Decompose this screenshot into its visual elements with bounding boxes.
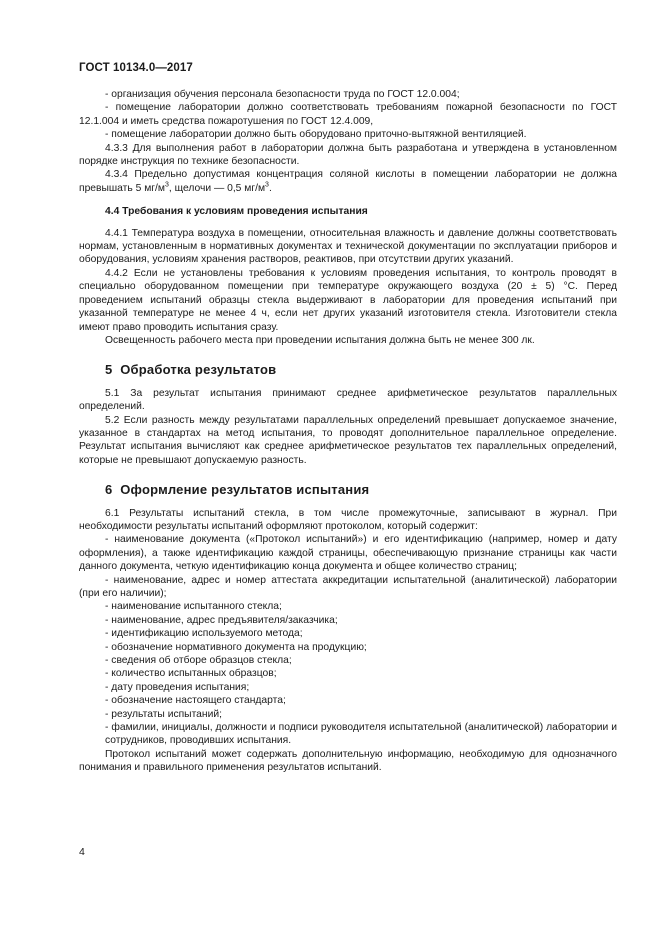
list-item: - помещение лаборатории должно соответствовать требованиям пожарной безопасности по ГОСТ 12.1.004 и иметь средства пожаротушения по ГОСТ 12.4.009, bbox=[79, 102, 617, 127]
paragraph-lighting: Освещенность рабочего места при проведении испытания должна быть не менее 300 лк. bbox=[105, 334, 535, 346]
subsection-heading-4-4: 4.4 Требования к условиям проведения испытания bbox=[105, 206, 368, 218]
paragraph-4-4-2: 4.4.2 Если не установлены требования к условиям проведения испытания, то контроль проводят в специально оборудованном помещении при температуре окружающего воздуха (20 ± 5) °С. Перед проведением испытаний образцы стекла выдерживают в лаборатории для проведения испытаний при указанной температуре не менее 4 ч, если нет других указаний изготовителя стекла. Изготовители стекла имеют право проводить испытания сразу. bbox=[79, 267, 617, 333]
list-item: - дату проведения испытания; bbox=[105, 681, 250, 693]
paragraph-protocol: Протокол испытаний может содержать дополнительную информацию, необходимую для однозначного понимания и правильного применения результатов испытаний. bbox=[79, 748, 617, 774]
paragraph-6-1: 6.1 Результаты испытаний стекла, в том числе промежуточные, записывают в журнал. При необходимости результаты испытаний оформляют протоколом, который содержит: bbox=[79, 507, 617, 532]
list-item: - обозначение настоящего стандарта; bbox=[105, 695, 286, 707]
section-heading-6: 6 Оформление результатов испытания bbox=[105, 482, 370, 498]
list-item: - наименование документа («Протокол испытаний») и его идентификацию (например, номер и дату оформления), а также идентификацию каждой страницы, обеспечивающую признание страницы как части данного документа, четкую идентификацию конца документа и общее количество страниц; bbox=[79, 534, 617, 573]
list-item: - сведения об отборе образцов стекла; bbox=[105, 655, 292, 667]
paragraph-4-3-3: 4.3.3 Для выполнения работ в лаборатории должна быть разработана и утверждена в установленном порядке инструкция по технике безопасности. bbox=[79, 142, 617, 168]
list-item: - организация обучения персонала безопасности труда по ГОСТ 12.0.004; bbox=[105, 89, 460, 100]
list-item: - идентификацию используемого метода; bbox=[105, 628, 303, 640]
paragraph-5-2: 5.2 Если разность между результатами параллельных определений превышает допускаемое значение, указанное в стандартах на метод испытания, то проводят дополнительное параллельное определение. Результат испытания вычисляют как среднее арифметическое результатов тех параллельных определений, которые не превышают допускаемую разность. bbox=[79, 414, 617, 466]
list-item: - обозначение нормативного документа на продукцию; bbox=[105, 641, 367, 653]
list-item: - наименование, адрес и номер аттестата аккредитации испытательной (аналитической) лаборатории (при его наличии); bbox=[79, 574, 617, 599]
list-item: - наименование, адрес предъявителя/заказчика; bbox=[105, 614, 338, 626]
paragraph-5-1: 5.1 За результат испытания принимают среднее арифметическое результатов параллельных определений. bbox=[79, 387, 617, 413]
list-item: - фамилии, инициалы, должности и подписи руководителя испытательной (аналитической) лаборатории и сотрудников, проводивших испытания. bbox=[105, 722, 617, 747]
page-number: 4 bbox=[79, 846, 85, 858]
document-header: ГОСТ 10134.0—2017 bbox=[79, 62, 193, 74]
list-item: - помещение лаборатории должно быть оборудовано приточно-вытяжной вентиляцией. bbox=[105, 129, 527, 141]
list-item: - результаты испытаний; bbox=[105, 708, 222, 720]
section-heading-5: 5 Обработка результатов bbox=[105, 362, 277, 378]
list-item: - количество испытанных образцов; bbox=[105, 668, 277, 680]
paragraph-4-3-4: 4.3.4 Предельно допустимая концентрация соляной кислоты в помещении лаборатории не должна превышать 5 $мг/м^3$, щелочи — 0,5 $мг/м^3$. bbox=[79, 169, 617, 194]
paragraph-4-4-1: 4.4.1 Температура воздуха в помещении, относительная влажность и давление должны соответствовать нормам, установленным в нормативных документах и технической документации по эксплуатации приборов и оборудования, условиям хранения растворов, реактивов, при отсутствии других указаний. bbox=[79, 227, 617, 266]
page-body bbox=[79, 88, 617, 775]
list-item: - наименование испытанного стекла; bbox=[105, 601, 282, 613]
